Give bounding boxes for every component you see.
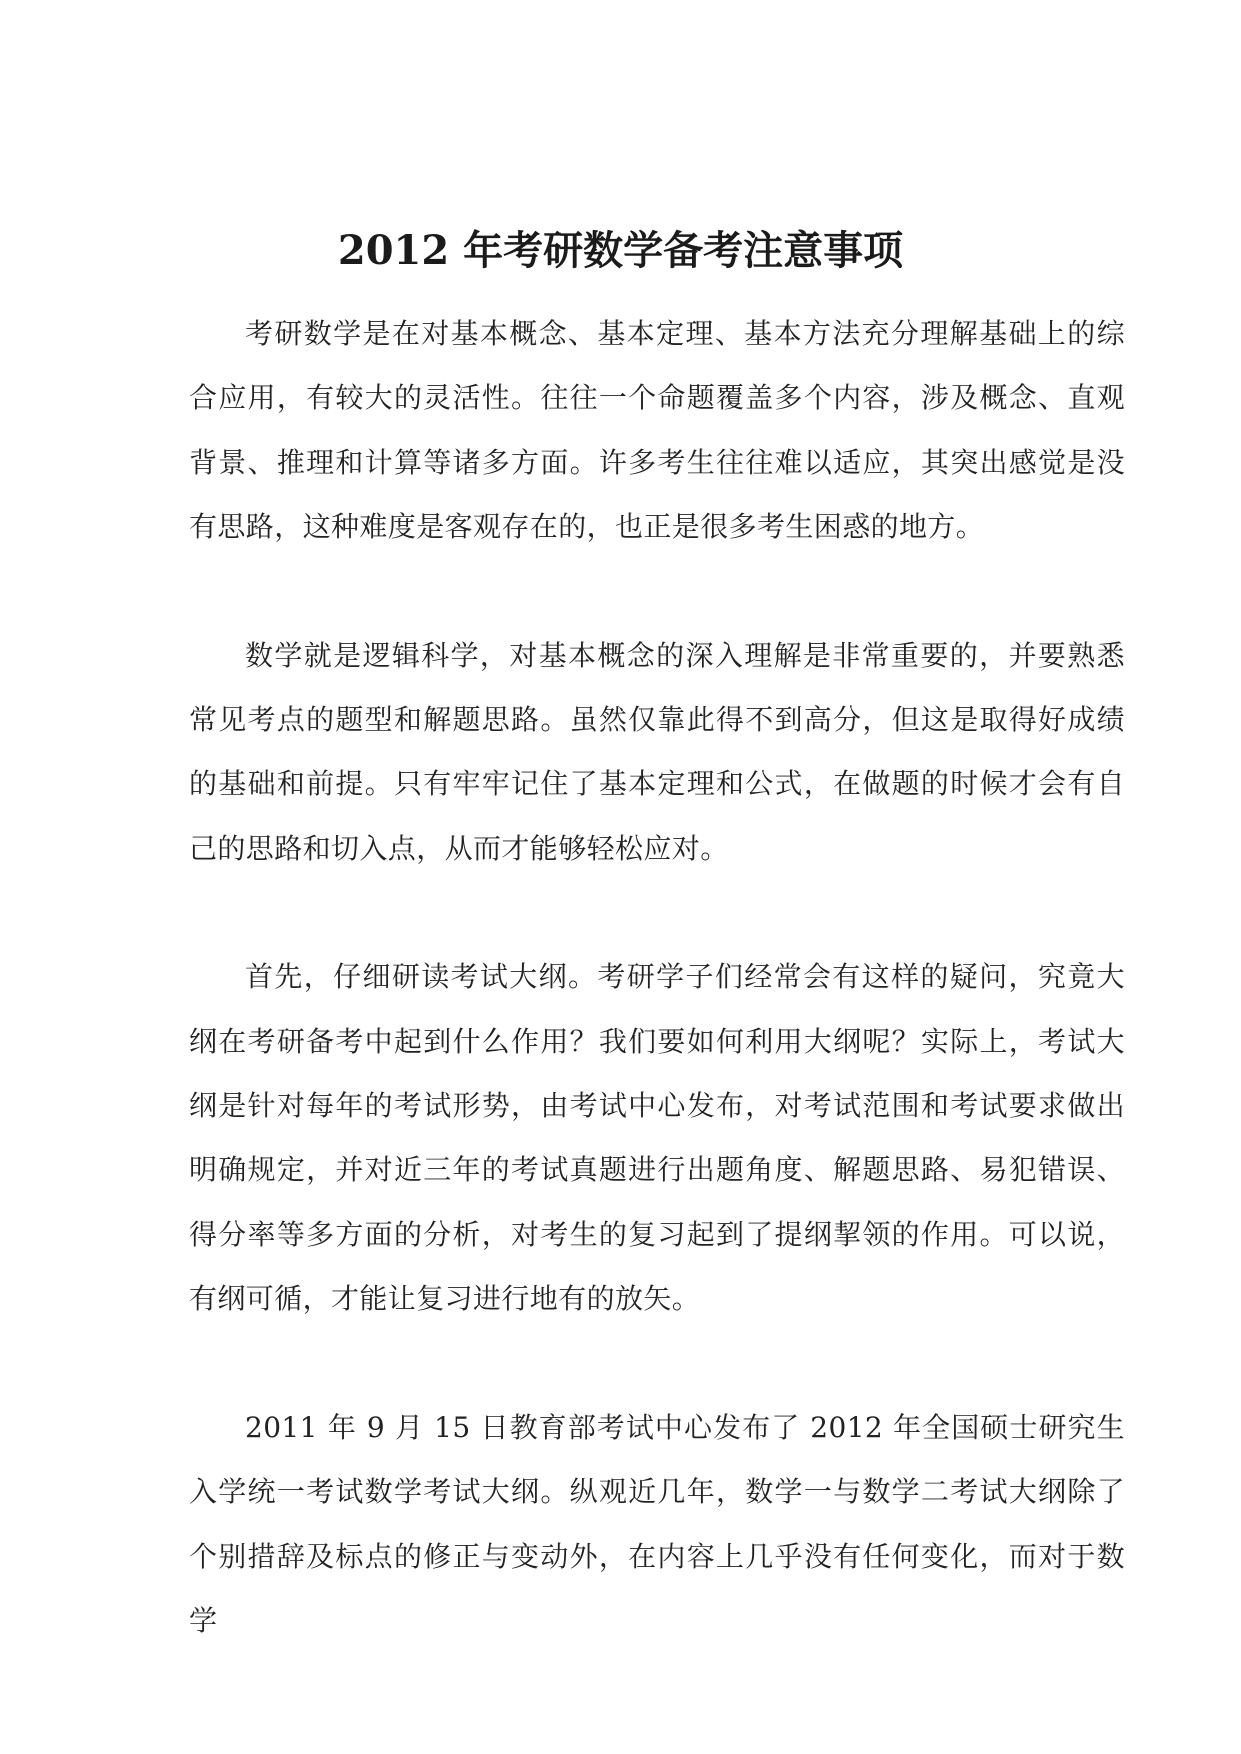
document-body — [189, 302, 1125, 1653]
paragraph-2: 数学就是逻辑科学，对基本概念的深入理解是非常重要的，并要熟悉常见考点的题型和解题思路。虽然仅靠此得不到高分，但这是取得好成绩的基础和前提。只有牢牢记住了基本定理和公式，在做题的时候才会有自己的思路和切入点，从而才能够轻松应对。 — [189, 638, 1125, 865]
document-title: 2012 年考研数学备考注意事项 — [337, 226, 904, 274]
paragraph-3: 首先，仔细研读考试大纲。考研学子们经常会有这样的疑问，究竟大纲在考研备考中起到什么作用？我们要如何利用大纲呢？实际上，考试大纲是针对每年的考试形势，由考试中心发布，对考试范围和考试要求做出明确规定，并对近三年的考试真题进行出题角度、解题思路、易犯错误、得分率等多方面的分析，对考生的复习起到了提纲挈领的作用。可以说，有纲可循，才能让复习进行地有的放矢。 — [189, 960, 1125, 1316]
paragraph-1: 考研数学是在对基本概念、基本定理、基本方法充分理解基础上的综合应用，有较大的灵活性。往往一个命题覆盖多个内容，涉及概念、直观背景、推理和计算等诸多方面。许多考生往往难以适应，其突出感觉是没有思路，这种难度是客观存在的，也正是很多考生困惑的地方。 — [189, 317, 1125, 544]
paragraph-4: 2011 年 9 月 15 日教育部考试中心发布了 2012 年全国硕士研究生入学统一考试数学考试大纲。纵观近几年，数学一与数学二考试大纲除了个别措辞及标点的修正与变动外，在内容上几乎没有任何变化，而对于数学 — [189, 1410, 1125, 1637]
